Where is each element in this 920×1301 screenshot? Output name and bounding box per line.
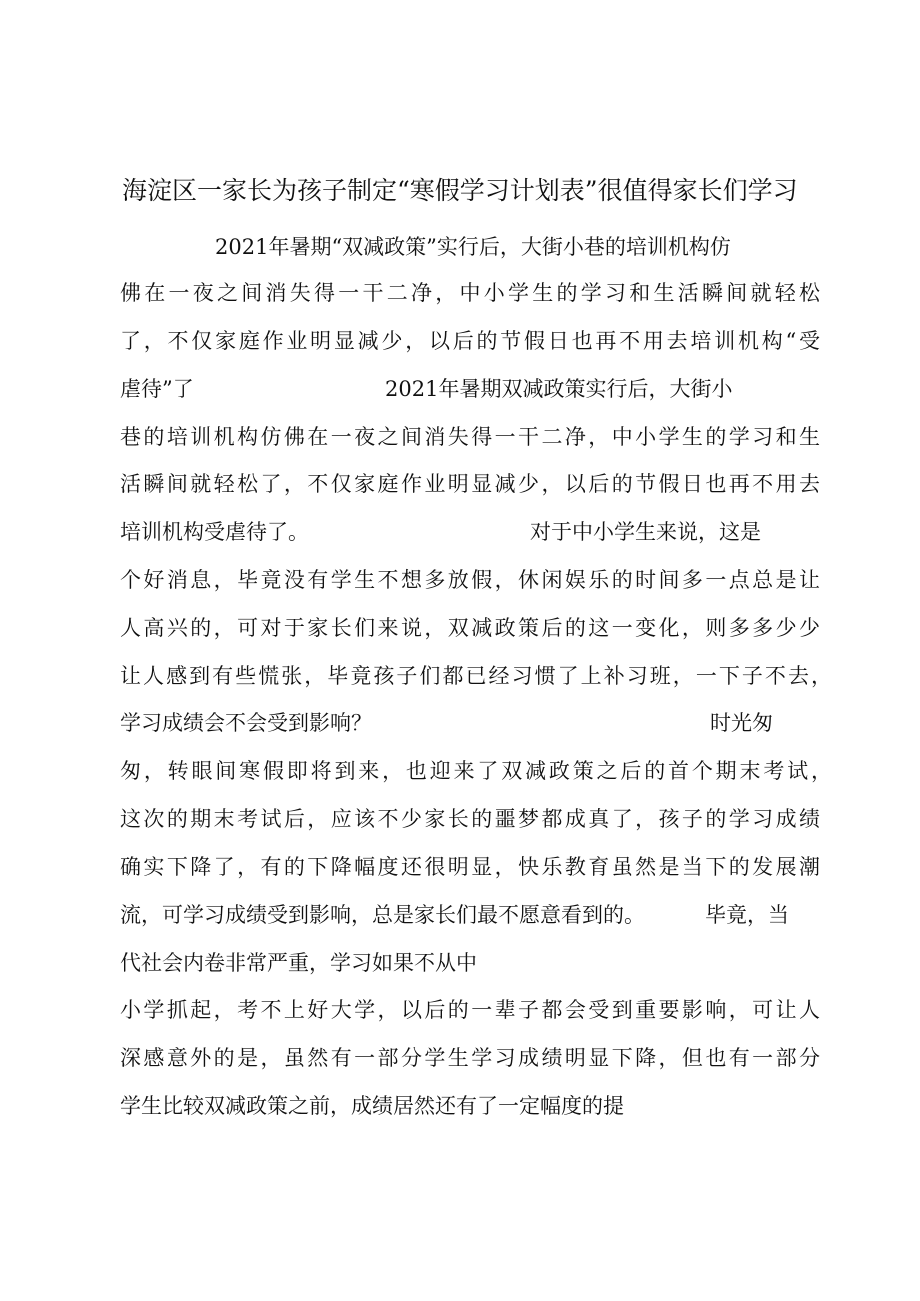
text-line-18: 深感意外的是，虽然有一部分学生学习成绩明显下降，但也有一部分 [120,1046,820,1070]
text-line-4b: 2021年暑期双减政策实行后，大街小 [385,377,733,401]
text-line-11b: 时光匆 [710,711,773,735]
text-line-6: 活瞬间就轻松了，不仅家庭作业明显减少，以后的节假日也再不用去 [120,472,820,496]
document-title: 海淀区一家长为孩子制定“寒假学习计划表”很值得家长们学习 [122,176,798,205]
text-line-8: 个好消息，毕竟没有学生不想多放假，休闲娱乐的时间多一点总是让 [120,568,820,592]
text-line-12: 匆，转眼间寒假即将到来，也迎来了双减政策之后的首个期末考试， [120,759,832,783]
text-line-7b: 对于中小学生来说，这是 [530,520,761,544]
text-line-16: 代社会内卷非常严重，学习如果不从中 [120,951,477,975]
text-line-5: 巷的培训机构仿佛在一夜之间消失得一干二净，中小学生的学习和生 [120,425,820,449]
text-line-14: 确实下降了，有的下降幅度还很明显，快乐教育虽然是当下的发展潮 [120,855,820,879]
text-line-10: 让人感到有些慌张，毕竟孩子们都已经习惯了上补习班，一下子不去， [120,664,832,688]
text-line-19: 学生比较双减政策之前，成绩居然还有了一定幅度的提 [120,1094,624,1118]
text-line-15: 流，可学习成绩受到影响，总是家长们最不愿意看到的。 [120,903,645,927]
text-line-2: 佛在一夜之间消失得一干二净，中小学生的学习和生活瞬间就轻松 [120,281,820,305]
text-line-1: 2021年暑期“双减政策”实行后，大街小巷的培训机构仿 [215,235,731,259]
text-line-13: 这次的期末考试后，应该不少家长的噩梦都成真了，孩子的学习成绩 [120,807,820,831]
text-line-15b: 毕竟，当 [705,903,789,927]
text-line-3: 了，不仅家庭作业明显减少，以后的节假日也再不用去培训机构“受 [120,329,820,353]
text-line-7: 培训机构受虐待了。 [120,520,309,544]
text-line-9: 人高兴的，可对于家长们来说，双减政策后的这一变化，则多多少少 [120,616,820,640]
text-line-4: 虐待”了 [120,377,194,401]
text-line-17: 小学抓起，考不上好大学，以后的一辈子都会受到重要影响，可让人 [120,998,820,1022]
text-line-11: 学习成绩会不会受到影响？ [120,711,372,735]
